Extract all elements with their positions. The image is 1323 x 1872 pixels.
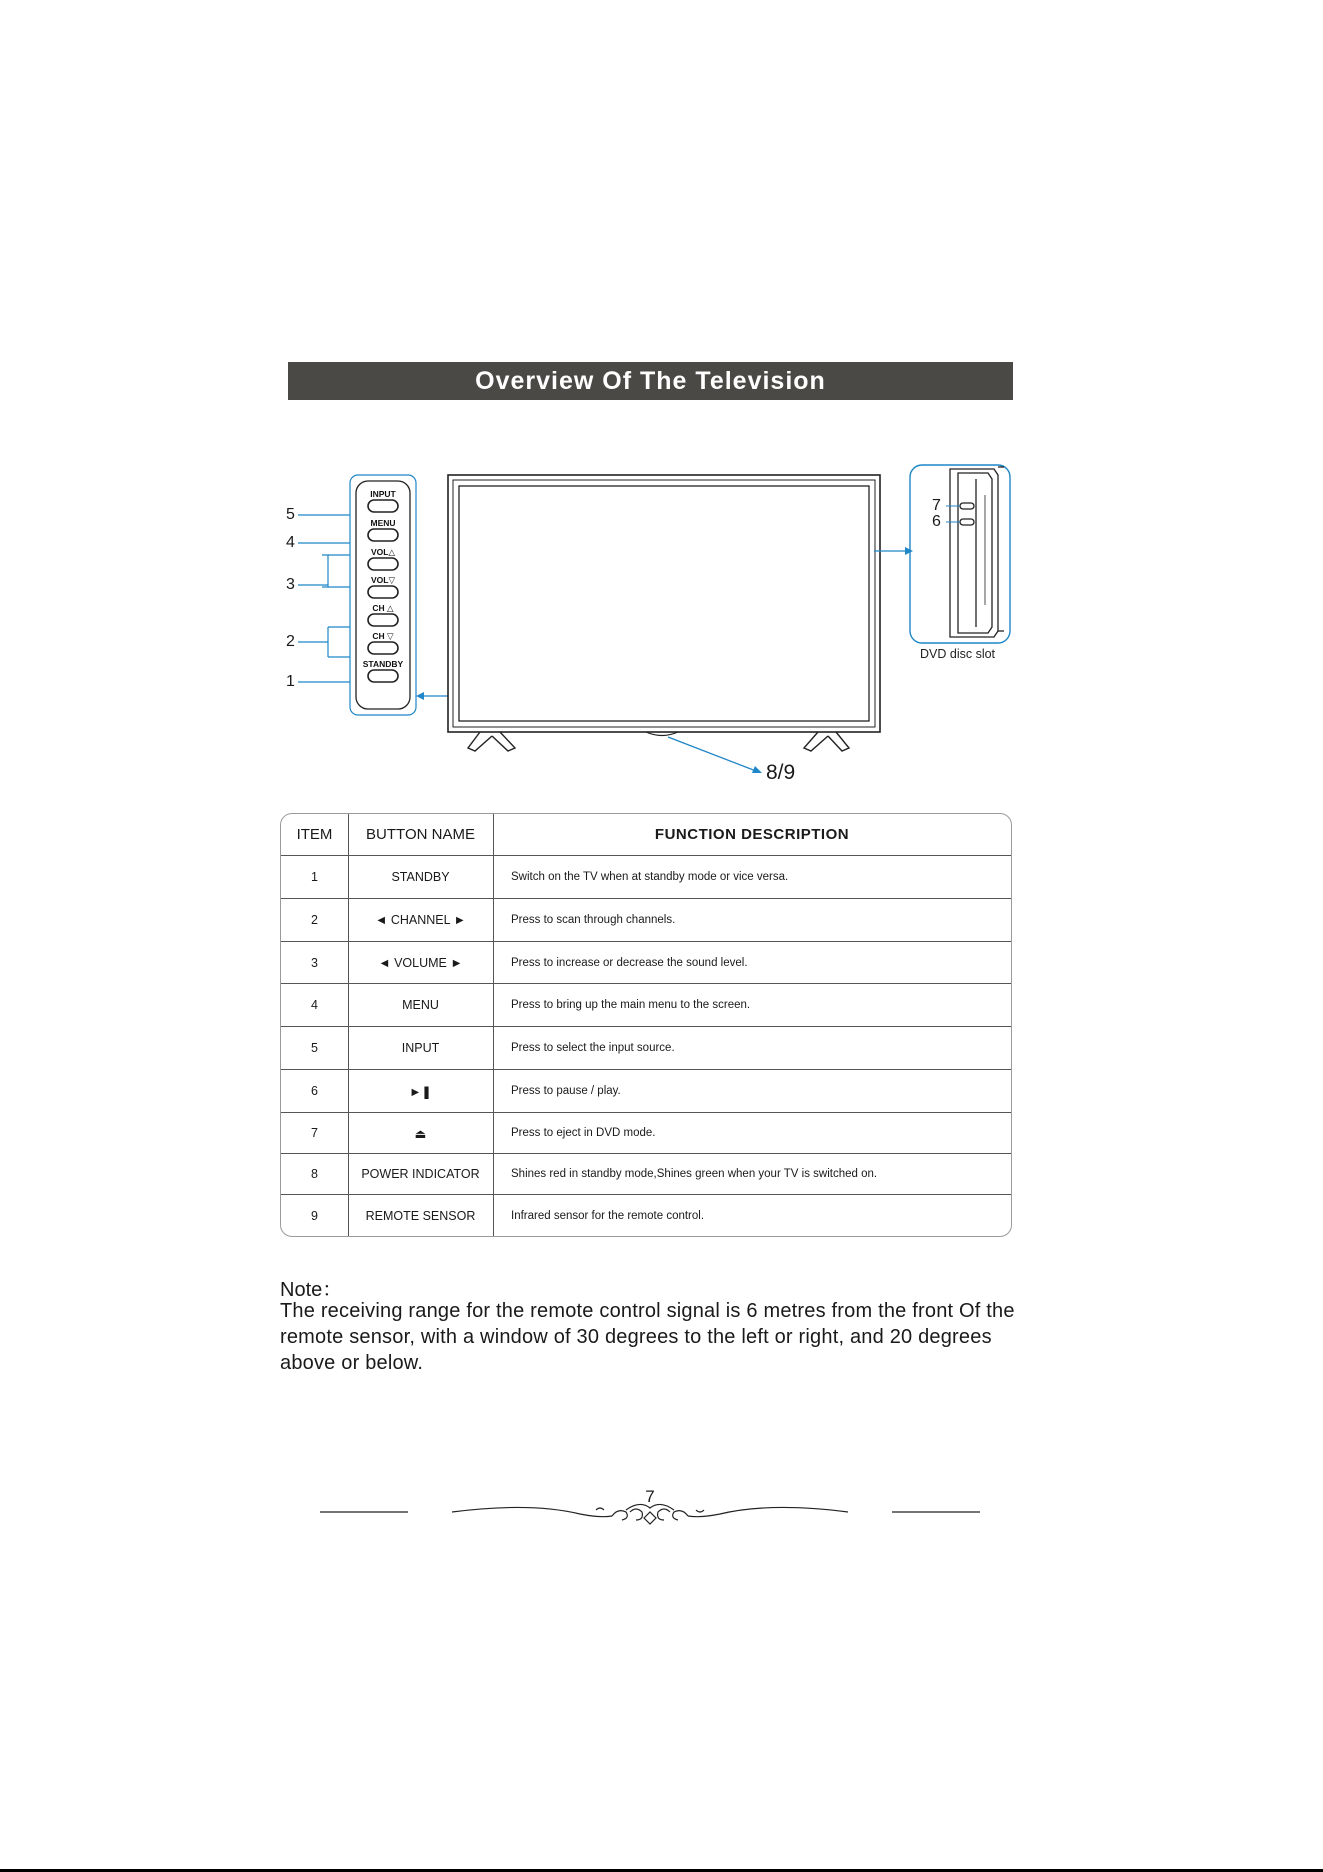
panel-label-ch-up: CH △ (372, 603, 394, 613)
note-text: The receiving range for the remote control signal is 6 metres from the front Of the remote sensor, with a window of 30 degrees to the left or right, and 20 degrees above or below. (280, 1300, 1015, 1374)
page-title: Overview Of The Television (288, 362, 1013, 400)
callout-7: 7 (932, 497, 941, 514)
panel-label-vol-down: VOL▽ (370, 575, 395, 585)
callout-2: 2 (286, 633, 295, 650)
row-description: Press to eject in DVD mode. (511, 1127, 656, 1139)
page-footer (300, 1480, 1000, 1540)
row-description: Press to scan through channels. (511, 914, 676, 926)
row-item: 8 (311, 1167, 318, 1181)
row-button-name: ◄ VOLUME ► (378, 955, 463, 970)
button-function-table (280, 813, 1012, 1237)
row-item: 4 (311, 998, 318, 1012)
dvd-slot-label: DVD disc slot (920, 647, 996, 661)
row-item: 3 (311, 955, 318, 970)
tv-illustration (270, 455, 1030, 800)
table-row (281, 1195, 1011, 1236)
row-item: 5 (311, 1041, 318, 1055)
row-description: Press to pause / play. (511, 1085, 621, 1097)
row-description: Press to bring up the main menu to the screen. (511, 999, 751, 1011)
header-item: ITEM (296, 826, 333, 843)
row-button-name: INPUT (401, 1041, 440, 1055)
table-row (281, 984, 1011, 1027)
table-row (281, 1154, 1011, 1195)
row-description: Press to increase or decrease the sound level. (511, 956, 748, 969)
tv-overview-diagram (270, 455, 1030, 800)
table-header-row (281, 814, 1011, 856)
row-item: 1 (311, 870, 318, 884)
row-button-name: REMOTE SENSOR (365, 1208, 476, 1223)
table-row (281, 1027, 1011, 1070)
table-row (281, 942, 1011, 984)
row-item: 2 (311, 913, 318, 927)
row-button-name: POWER INDICATOR (361, 1167, 480, 1181)
row-button-name: STANDBY (391, 870, 450, 884)
row-item: 7 (311, 1126, 318, 1140)
panel-label-menu: MENU (370, 518, 396, 528)
header-function-description: FUNCTION DESCRIPTION (654, 826, 850, 843)
panel-label-standby: STANDBY (362, 659, 404, 669)
table-row (281, 1070, 1011, 1113)
row-item: 9 (311, 1208, 318, 1223)
row-description: Switch on the TV when at standby mode or vice versa. (511, 871, 789, 883)
page-number: 7 (645, 1487, 655, 1506)
panel-label-vol-up: VOL△ (370, 547, 395, 557)
pause-play-icon: ►❚ (409, 1084, 432, 1099)
panel-label-ch-down: CH ▽ (372, 631, 394, 641)
row-description: Press to select the input source. (511, 1042, 675, 1054)
row-button-name: MENU (402, 998, 439, 1012)
row-description: Infrared sensor for the remote control. (511, 1209, 705, 1222)
panel-label-input: INPUT (370, 489, 396, 499)
callout-6: 6 (932, 513, 941, 530)
table-row (281, 1113, 1011, 1154)
callout-1: 1 (286, 673, 295, 690)
table-row (281, 856, 1011, 899)
callout-5: 5 (286, 506, 295, 523)
header-button-name: BUTTON NAME (366, 826, 475, 843)
row-description: Shines red in standby mode,Shines green when your TV is switched on. (511, 1168, 878, 1180)
callout-8-9: 8/9 (766, 761, 796, 784)
eject-icon: ⏏ (414, 1126, 427, 1141)
callout-4: 4 (286, 534, 295, 551)
callout-3: 3 (286, 576, 295, 593)
table-row (281, 899, 1011, 942)
note-heading: Note： (280, 1279, 343, 1301)
row-button-name: ◄ CHANNEL ► (375, 913, 466, 927)
row-item: 6 (311, 1084, 318, 1098)
dvd-side-panel (950, 467, 1004, 637)
